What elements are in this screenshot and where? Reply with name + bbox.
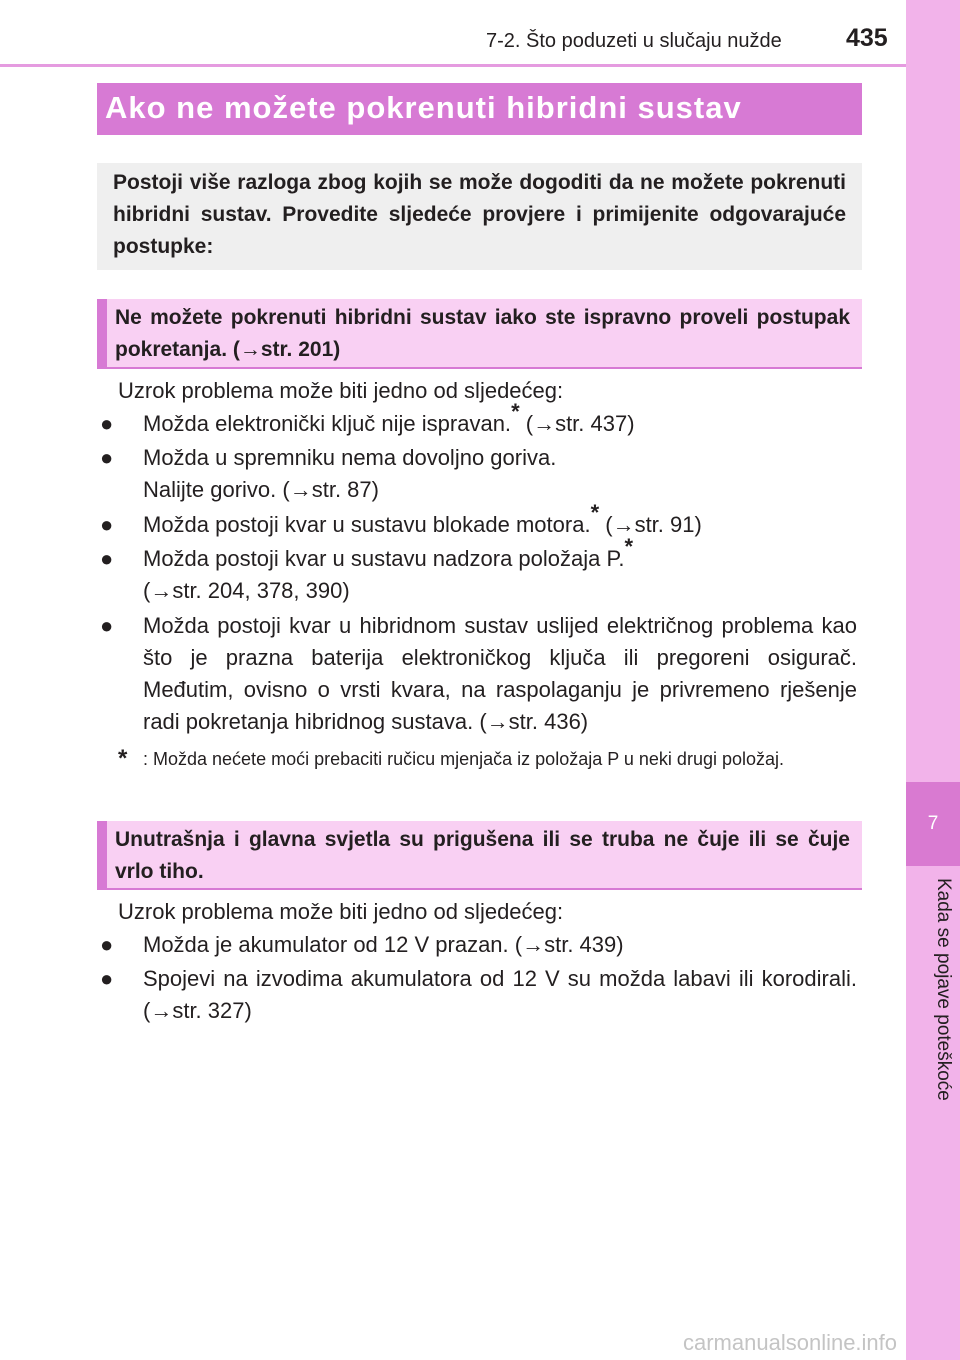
bullet-ref: (→str. 437)	[519, 411, 635, 436]
bullet-dot: ●	[100, 445, 114, 470]
bullet-text: Spojevi na izvodima akumulatora od 12 V su možda labavi ili korodirali. (→str. 327)	[143, 966, 857, 1023]
bullet-text: Možda u spremniku nema dovoljno goriva.	[143, 445, 557, 470]
list-item	[97, 533, 857, 607]
bullet-dot: ●	[100, 932, 114, 957]
page-number: 435	[846, 24, 888, 52]
asterisk-mark: *	[624, 533, 633, 559]
list-item	[97, 499, 857, 541]
bullet-text: Možda elektronički ključ nije ispravan.	[143, 411, 512, 436]
section2-heading	[97, 821, 862, 890]
bullet-ref: (→str. 91)	[599, 512, 702, 537]
chapter-side-tab	[906, 0, 960, 1360]
section2-lead: Uzrok problema može biti jedno od sljedećeg:	[118, 899, 564, 924]
intro-box	[97, 163, 862, 270]
bullet-dot: ●	[100, 546, 114, 571]
section1-heading	[97, 299, 862, 369]
section2-heading-text: Unutrašnja i glavna svjetla su prigušena ili se truba ne čuje ili se čuje vrlo tiho.	[115, 828, 850, 883]
chapter-number: 7	[906, 782, 960, 866]
bullet-dot: ●	[100, 411, 114, 436]
list-item	[97, 963, 857, 1027]
bullet-text: Možda postoji kvar u sustavu nadzora položaja P.	[143, 546, 625, 571]
running-header-section: 7-2. Što poduzeti u slučaju nužde	[486, 30, 782, 52]
bullet-text: Možda postoji kvar u hibridnom sustav uslijed električnog problema kao što je prazna baterija elektroničkog ključa ili pregoreni osigurač. Međutim, ovisno o vrsti kvara, na raspolaganju je privremeno rješenje radi pokretanja hibridnog sustava. (→str. 436)	[143, 613, 857, 734]
watermark: carmanualsonline.info	[683, 1330, 898, 1355]
list-item	[97, 398, 857, 440]
bullet-subtext: Nalijte gorivo. (→str. 87)	[143, 477, 379, 502]
bullet-dot: ●	[100, 613, 114, 638]
bullet-dot: ●	[100, 512, 114, 537]
chapter-title: Kada se pojave poteškoće	[933, 878, 954, 1101]
footnote	[118, 745, 858, 773]
bullet-ref: (→str. 204, 378, 390)	[143, 578, 350, 603]
asterisk-mark: *	[590, 499, 600, 525]
footnote-asterisk: *	[118, 745, 128, 772]
section1-heading-text: Ne možete pokrenuti hibridni sustav iako ste ispravno proveli postupak pokretanja. (→str. 201)	[115, 306, 850, 361]
header-divider	[0, 64, 906, 67]
list-item	[97, 929, 857, 961]
footnote-text: : Možda nećete moći prebaciti ručicu mjenjača iz položaja P u neki drugi položaj.	[143, 749, 785, 769]
list-item	[97, 442, 857, 506]
asterisk-mark: *	[511, 398, 520, 424]
bullet-text: Možda postoji kvar u sustavu blokade motora.	[143, 512, 591, 537]
bullet-dot: ●	[100, 966, 114, 991]
intro-text: Postoji više razloga zbog kojih se može dogoditi da ne možete pokrenuti hibridni sustav. Provedite sljedeće provjere i primijenite odgovarajuće postupke:	[113, 171, 846, 258]
section1-lead: Uzrok problema može biti jedno od sljedećeg:	[118, 378, 564, 403]
page-title: Ako ne možete pokrenuti hibridni sustav	[97, 83, 862, 135]
bullet-text: Možda je akumulator od 12 V prazan. (→str. 439)	[143, 932, 624, 957]
list-item	[97, 610, 857, 738]
